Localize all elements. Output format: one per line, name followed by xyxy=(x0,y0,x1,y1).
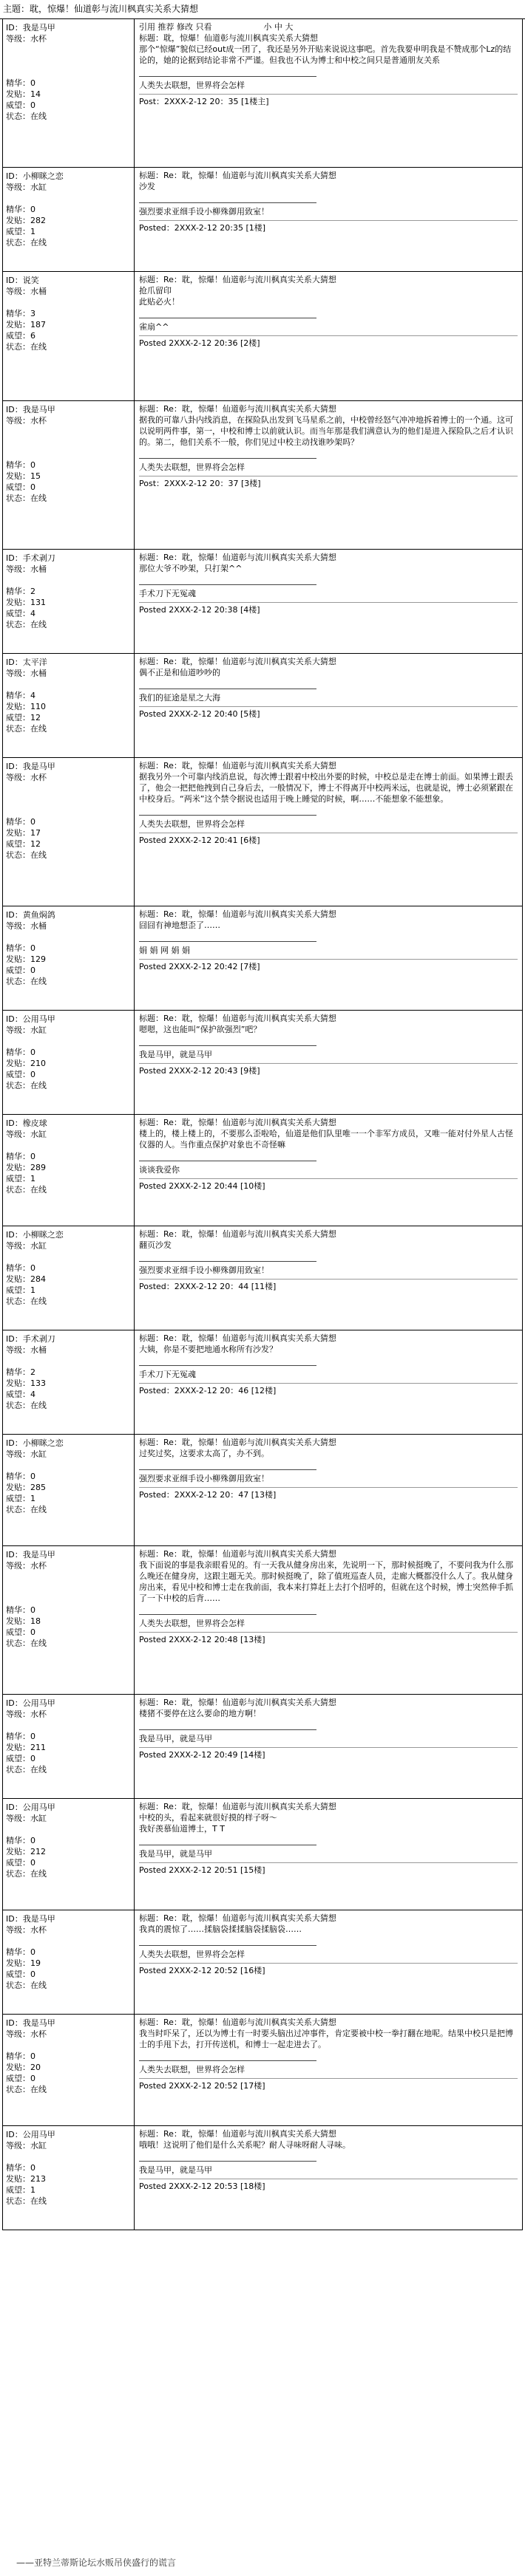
user-info xyxy=(3,1910,135,2014)
post-signature: 强烈要求亚细手设小柳殊御用致室！ xyxy=(139,1265,269,1275)
user-prestige: 威望：0 xyxy=(6,1858,35,1868)
post-body: 楼上的，楼上楼上的，不要那么歪啦哈，仙道是他们队里唯一一个非军方成员，又唯一能对付外星人古怪仪器的人。当作重点保护对象也不奇怪嘛 xyxy=(139,1129,513,1149)
forum-post xyxy=(3,758,522,906)
user-status: 状态：在线 xyxy=(6,2196,47,2206)
user-prestige: 威望：4 xyxy=(6,609,35,618)
forum-post xyxy=(3,272,522,401)
user-prestige: 威望：1 xyxy=(6,2185,35,2195)
user-essence: 精华：2 xyxy=(6,1367,35,1377)
user-info xyxy=(3,19,135,167)
forum-post xyxy=(3,2015,522,2126)
user-level: 等级：水缸 xyxy=(6,1025,47,1035)
user-essence: 精华：0 xyxy=(6,943,35,953)
post-title: 标题：耽，惊爆！仙道彰与流川枫真实关系大猜想 xyxy=(139,33,318,43)
signature-divider xyxy=(139,458,316,459)
signature-divider xyxy=(139,1945,316,1946)
post-meta: Posted 2XXX-2-12 20:52 [16楼] xyxy=(139,1963,518,1976)
user-level: 等级：水杯 xyxy=(6,2029,47,2039)
post-meta: Posted：2XXX-2-12 20：47 [13楼] xyxy=(139,1487,518,1500)
user-status: 状态：在线 xyxy=(6,1401,47,1410)
user-id[interactable]: ID：我是马甲 xyxy=(6,23,55,33)
signature-divider xyxy=(139,1261,316,1262)
user-level: 等级：水杯 xyxy=(6,773,47,782)
post-signature: 谈谈我爱你 xyxy=(139,1165,180,1175)
user-essence: 精华：0 xyxy=(6,205,35,214)
post-content xyxy=(135,401,522,549)
post-title: 标题：Re：耽，惊爆！仙道彰与流川枫真实关系大猜想 xyxy=(139,2018,336,2027)
user-info xyxy=(3,906,135,1010)
user-essence: 精华：3 xyxy=(6,309,35,318)
post-body: 囧囧有神地想歪了…… xyxy=(139,920,220,930)
user-id[interactable]: ID：小柳眯之恋 xyxy=(6,1438,64,1448)
post-title: 标题：Re：耽，惊爆！仙道彰与流川枫真实关系大猜想 xyxy=(139,761,336,771)
signature-divider xyxy=(139,815,316,816)
user-level: 等级：水桶 xyxy=(6,921,47,931)
post-content xyxy=(135,2126,522,2230)
user-post-count: 发贴：14 xyxy=(6,89,41,99)
user-level: 等级：水杯 xyxy=(6,34,47,44)
post-meta: Post：2XXX-2-12 20：35 [1楼主] xyxy=(139,94,518,107)
user-info xyxy=(3,2015,135,2125)
post-title: 标题：Re：耽，惊爆！仙道彰与流川枫真实关系大猜想 xyxy=(139,1118,336,1127)
post-content xyxy=(135,906,522,1010)
user-info xyxy=(3,1546,135,1694)
post-meta: Posted 2XXX-2-12 20:52 [17楼] xyxy=(139,2078,518,2091)
user-info xyxy=(3,1799,135,1910)
user-prestige: 威望：1 xyxy=(6,1174,35,1183)
user-status: 状态：在线 xyxy=(6,977,47,986)
signature-divider xyxy=(139,1614,316,1615)
post-content xyxy=(135,168,522,271)
user-id[interactable]: ID：我是马甲 xyxy=(6,2018,55,2028)
post-meta: Posted：2XXX-2-12 20：44 [11楼] xyxy=(139,1279,518,1292)
post-title: 标题：Re：耽，惊爆！仙道彰与流川枫真实关系大猜想 xyxy=(139,1438,336,1447)
post-meta: Posted 2XXX-2-12 20:36 [2楼] xyxy=(139,335,518,349)
post-signature: 人类失去联想，世界将会怎样 xyxy=(139,81,245,90)
user-info xyxy=(3,2126,135,2230)
user-info xyxy=(3,1695,135,1798)
user-id[interactable]: ID：手术剥刀 xyxy=(6,1334,55,1344)
post-title: 标题：Re：耽，惊爆！仙道彰与流川枫真实关系大猜想 xyxy=(139,1333,336,1343)
user-prestige: 威望：1 xyxy=(6,1494,35,1503)
post-content xyxy=(135,1011,522,1114)
user-essence: 精华：0 xyxy=(6,1947,35,1957)
user-id[interactable]: ID：小柳眯之恋 xyxy=(6,1230,64,1240)
forum-post xyxy=(3,1330,522,1435)
user-level: 等级：水桶 xyxy=(6,287,47,296)
post-signature: 我是马甲，就是马甲 xyxy=(139,1849,212,1859)
post-body: 据我的可靠八卦内线消息，在探险队出发到飞马星系之前，中校曾经怒气冲冲地拆着博士的一个通。这可以说明两件事，第一，中校和博士以前就认识。而当年那是我们满意认为的他们是进入探险队之后才认识的。第二，他们关系不一般，你们见过中校主动找谁吵架吗？ xyxy=(139,415,513,447)
user-post-count: 发贴：285 xyxy=(6,1483,46,1492)
user-post-count: 发贴：133 xyxy=(6,1378,46,1388)
post-body: 大姨，你是不要把地通水称所有沙发？ xyxy=(139,1345,277,1354)
user-essence: 精华：0 xyxy=(6,1263,35,1273)
user-level: 等级：水桶 xyxy=(6,564,47,574)
user-level: 等级：水杯 xyxy=(6,1709,47,1719)
post-signature: 手术刀下无冤魂 xyxy=(139,1370,196,1379)
post-body: 我真的震惊了……揉脑袋揉揉脑袋揉脑袋…… xyxy=(139,1924,302,1934)
post-meta: Posted 2XXX-2-12 20:40 [5楼] xyxy=(139,706,518,720)
user-essence: 精华：4 xyxy=(6,691,35,700)
user-info xyxy=(3,1115,135,1226)
signature-divider xyxy=(139,1045,316,1046)
user-essence: 精华：0 xyxy=(6,78,35,88)
forum-post xyxy=(3,1115,522,1226)
user-level: 等级：水杯 xyxy=(6,1925,47,1935)
post-title: 标题：Re：耽，惊爆！仙道彰与流川枫真实关系大猜想 xyxy=(139,171,336,180)
user-level: 等级：水缸 xyxy=(6,2141,47,2150)
signature-divider xyxy=(139,1729,316,1730)
post-body: 那位大爷不吵架，只打架^^ xyxy=(139,564,243,573)
topic-title: 主题：耽，惊爆！仙道彰与流川枫真实关系大猜想 xyxy=(0,0,525,19)
post-body: 中校的头，看起来就很好摸的样子呀～ 我好羡慕仙道博士，T T xyxy=(139,1813,277,1834)
user-info xyxy=(3,758,135,906)
post-content xyxy=(135,1695,522,1798)
user-status: 状态：在线 xyxy=(6,238,47,247)
post-meta: Posted 2XXX-2-12 20:41 [6楼] xyxy=(139,833,518,846)
user-id[interactable]: ID：手术剥刀 xyxy=(6,553,55,563)
user-post-count: 发贴：131 xyxy=(6,598,46,607)
user-status: 状态：在线 xyxy=(6,1081,47,1090)
user-prestige: 威望：0 xyxy=(6,966,35,975)
signature-divider xyxy=(139,584,316,585)
post-content xyxy=(135,1226,522,1330)
post-title: 标题：Re：耽，惊爆！仙道彰与流川枫真实关系大猜想 xyxy=(139,657,336,666)
user-level: 等级：水缸 xyxy=(6,1814,47,1823)
signature-divider xyxy=(139,1469,316,1470)
signature-divider xyxy=(139,1365,316,1366)
post-body: 嗯嗯，这也能叫“保护欲强烈”吧？ xyxy=(139,1025,262,1034)
post-content xyxy=(135,758,522,906)
user-post-count: 发贴：211 xyxy=(6,1743,46,1752)
post-title: 标题：Re：耽，惊爆！仙道彰与流川枫真实关系大猜想 xyxy=(139,1698,336,1707)
user-prestige: 威望：4 xyxy=(6,1390,35,1399)
user-status: 状态：在线 xyxy=(6,1639,47,1648)
post-body: 据我另外一个可靠内线消息说，每次博士跟着中校出外要的时候，中校总是走在博士前面。如果博士跟丢了，他会一把把他拽到自己身后去，一般情况下，博士不得离开中校两米远，也就是说，博士必须紧跟在中校身后。“两米”这个禁令据说也适用于晚上睡觉的时候，啊……不能想象不能想象。 xyxy=(139,772,513,804)
post-content xyxy=(135,2015,522,2125)
user-post-count: 发贴：15 xyxy=(6,471,41,481)
post-content xyxy=(135,654,522,757)
post-content xyxy=(135,1115,522,1226)
post-toolbar[interactable]: 引用 推荐 修改 只看 小 中 大 xyxy=(139,22,294,32)
user-info xyxy=(3,401,135,549)
user-post-count: 发贴：289 xyxy=(6,1163,46,1172)
forum-post xyxy=(3,1226,522,1330)
post-meta: Posted 2XXX-2-12 20:53 [18楼] xyxy=(139,2179,518,2192)
user-id[interactable]: ID：我是马甲 xyxy=(6,1914,55,1924)
post-meta: Posted 2XXX-2-12 20:44 [10楼] xyxy=(139,1178,518,1192)
post-title: 标题：Re：耽，惊爆！仙道彰与流川枫真实关系大猜想 xyxy=(139,1802,336,1811)
user-level: 等级：水缸 xyxy=(6,1241,47,1251)
user-post-count: 发贴：282 xyxy=(6,216,46,225)
user-status: 状态：在线 xyxy=(6,2085,47,2094)
user-id[interactable]: ID：说笑 xyxy=(6,276,39,285)
user-id[interactable]: ID：公用马甲 xyxy=(6,1698,55,1708)
post-meta: Posted 2XXX-2-12 20:48 [13楼] xyxy=(139,1632,518,1645)
user-status: 状态：在线 xyxy=(6,724,47,734)
signature-divider xyxy=(139,2060,316,2061)
user-info xyxy=(3,1011,135,1114)
post-title: 标题：Re：耽，惊爆！仙道彰与流川枫真实关系大猜想 xyxy=(139,275,336,284)
post-body: 楼猪不要停在这么要命的地方啊！ xyxy=(139,1709,261,1718)
post-list xyxy=(2,19,523,2230)
post-meta: Posted 2XXX-2-12 20:38 [4楼] xyxy=(139,602,518,615)
user-level: 等级：水杯 xyxy=(6,1561,47,1571)
user-info xyxy=(3,550,135,653)
post-signature: 我是马甲，就是马甲 xyxy=(139,1050,212,1059)
user-level: 等级：水杯 xyxy=(6,416,47,426)
post-body: 我下面说的事是我亲眼看见的。有一天我从健身房出来，先说明一下，那时候挺晚了，不要问我为什么那么晚还在健身房，这跟主题无关。那时候挺晚了，除了值班巡查人员，走廊大概都没什么人了。我从健身房出来，看见中校和博士走在我前面，我本来打算赶上去打个招呼的，但就在这个时候，博士突然伸手抓了一下中校的后背…… xyxy=(139,1560,513,1603)
post-meta: Post：2XXX-2-12 20：37 [3楼] xyxy=(139,476,518,489)
post-body: 过奖过奖，这要求太高了，办不到。 xyxy=(139,1449,269,1458)
user-prestige: 威望：0 xyxy=(6,1627,35,1637)
user-post-count: 发贴：19 xyxy=(6,1958,41,1968)
user-status: 状态：在线 xyxy=(6,1505,47,1514)
user-info xyxy=(3,272,135,400)
post-title: 标题：Re：耽，惊爆！仙道彰与流川枫真实关系大猜想 xyxy=(139,1229,336,1239)
user-id[interactable]: ID：公用马甲 xyxy=(6,1014,55,1024)
user-prestige: 威望：0 xyxy=(6,482,35,492)
post-meta: Posted 2XXX-2-12 20:43 [9楼] xyxy=(139,1063,518,1076)
post-content xyxy=(135,550,522,653)
post-signature: 强烈要求亚细手设小柳殊御用致室！ xyxy=(139,1474,269,1483)
user-essence: 精华：0 xyxy=(6,460,35,470)
user-level: 等级：水桶 xyxy=(6,1345,47,1355)
signature-divider xyxy=(139,76,316,77)
forum-post xyxy=(3,168,522,272)
post-signature: 人类失去联想，世界将会怎样 xyxy=(139,462,245,472)
user-status: 状态：在线 xyxy=(6,493,47,503)
forum-post xyxy=(3,550,522,654)
user-post-count: 发贴：213 xyxy=(6,2174,46,2184)
forum-post xyxy=(3,401,522,550)
post-signature: 人类失去联想，世界将会怎样 xyxy=(139,1619,245,1628)
user-id[interactable]: ID：太平洋 xyxy=(6,657,47,667)
post-title: 标题：Re：耽，惊爆！仙道彰与流川枫真实关系大猜想 xyxy=(139,1014,336,1023)
forum-post xyxy=(3,1910,522,2015)
forum-footer: ——亚特兰蒂斯论坛水贩吊侠盛行的谎言 xyxy=(16,2558,177,2568)
post-content xyxy=(135,1799,522,1910)
user-info xyxy=(3,1435,135,1545)
forum-post xyxy=(3,1546,522,1695)
post-content xyxy=(135,19,522,167)
post-title: 标题：Re：耽，惊爆！仙道彰与流川枫真实关系大猜想 xyxy=(139,2129,336,2139)
user-essence: 精华：0 xyxy=(6,1048,35,1057)
post-title: 标题：Re：耽，惊爆！仙道彰与流川枫真实关系大猜想 xyxy=(139,553,336,562)
post-signature: 雀扇^^ xyxy=(139,322,169,332)
forum-post xyxy=(3,19,522,168)
user-post-count: 发贴：187 xyxy=(6,320,46,329)
user-id[interactable]: ID：公用马甲 xyxy=(6,1803,55,1812)
forum-post xyxy=(3,654,522,758)
user-level: 等级：水缸 xyxy=(6,1449,47,1459)
user-level: 等级：水缸 xyxy=(6,1130,47,1139)
user-prestige: 威望：0 xyxy=(6,1969,35,1979)
user-prestige: 威望：12 xyxy=(6,713,41,722)
user-prestige: 威望：12 xyxy=(6,839,41,849)
signature-divider xyxy=(139,202,316,203)
post-content xyxy=(135,1910,522,2014)
post-title: 标题：Re：耽，惊爆！仙道彰与流川枫真实关系大猜想 xyxy=(139,1549,336,1559)
user-prestige: 威望：1 xyxy=(6,1285,35,1295)
user-post-count: 发贴：110 xyxy=(6,702,46,711)
post-signature: 娟 娟 网 娟 娟 xyxy=(139,946,190,955)
user-post-count: 发贴：212 xyxy=(6,1847,46,1856)
forum-post xyxy=(3,1695,522,1799)
post-body: 那个“惊爆”貌似已经out成一团了，我还是另外开贴来说说这事吧。首先我要申明我是不赞成那个Lz的结论的，她的论据到结论非常不严谨。但我也不认为博士和中校之间只是普通朋友关系 xyxy=(139,44,512,65)
user-status: 状态：在线 xyxy=(6,1765,47,1774)
user-status: 状态：在线 xyxy=(6,1296,47,1306)
post-body: 抢爪留印 此贴必火！ xyxy=(139,286,180,307)
forum-post xyxy=(3,906,522,1011)
user-post-count: 发贴：284 xyxy=(6,1274,46,1284)
user-essence: 精华：2 xyxy=(6,587,35,596)
user-post-count: 发贴：18 xyxy=(6,1616,41,1626)
post-title: 标题：Re：耽，惊爆！仙道彰与流川枫真实关系大猜想 xyxy=(139,1913,336,1923)
post-signature: 人类失去联想，世界将会怎样 xyxy=(139,819,245,829)
post-signature: 我是马甲，就是马甲 xyxy=(139,1734,212,1743)
user-id[interactable]: ID：我是马甲 xyxy=(6,762,55,771)
post-content xyxy=(135,1435,522,1545)
user-id[interactable]: ID：我是马甲 xyxy=(6,405,55,414)
signature-divider xyxy=(139,2161,316,2162)
post-signature: 人类失去联想，世界将会怎样 xyxy=(139,2065,245,2074)
forum-post xyxy=(3,1435,522,1546)
user-post-count: 发贴：20 xyxy=(6,2063,41,2072)
post-meta: Posted：2XXX-2-12 20：46 [12楼] xyxy=(139,1383,518,1396)
user-status: 状态：在线 xyxy=(6,1185,47,1195)
user-essence: 精华：0 xyxy=(6,1732,35,1741)
user-essence: 精华：0 xyxy=(6,1472,35,1481)
user-status: 状态：在线 xyxy=(6,620,47,629)
post-meta: Posted：2XXX-2-12 20:35 [1楼] xyxy=(139,220,518,233)
user-id[interactable]: ID：橡皮球 xyxy=(6,1118,47,1128)
post-body: 翻页沙发 xyxy=(139,1240,172,1250)
user-essence: 精华：0 xyxy=(6,2051,35,2061)
post-content xyxy=(135,272,522,400)
post-meta: Posted 2XXX-2-12 20:49 [14楼] xyxy=(139,1747,518,1760)
user-id[interactable]: ID：我是马甲 xyxy=(6,1550,55,1559)
post-content xyxy=(135,1546,522,1694)
user-prestige: 威望：0 xyxy=(6,1070,35,1079)
forum-post xyxy=(3,2126,522,2230)
user-prestige: 威望：6 xyxy=(6,331,35,341)
user-post-count: 发贴：210 xyxy=(6,1059,46,1068)
signature-divider xyxy=(139,941,316,942)
user-status: 状态：在线 xyxy=(6,112,47,121)
user-essence: 精华：0 xyxy=(6,1152,35,1161)
post-title: 标题：Re：耽，惊爆！仙道彰与流川枫真实关系大猜想 xyxy=(139,909,336,919)
user-info xyxy=(3,168,135,271)
user-status: 状态：在线 xyxy=(6,1869,47,1879)
forum-post xyxy=(3,1011,522,1115)
user-prestige: 威望：0 xyxy=(6,1754,35,1763)
post-body: 偶不正是和仙道吵吵的 xyxy=(139,668,220,677)
user-status: 状态：在线 xyxy=(6,342,47,352)
post-signature: 人类失去联想，世界将会怎样 xyxy=(139,1950,245,1959)
post-meta: Posted 2XXX-2-12 20:51 [15楼] xyxy=(139,1862,518,1876)
user-id[interactable]: ID：公用马甲 xyxy=(6,2130,55,2139)
post-meta: Posted 2XXX-2-12 20:42 [7楼] xyxy=(139,959,518,972)
user-level: 等级：水缸 xyxy=(6,182,47,192)
post-content xyxy=(135,1330,522,1434)
user-info xyxy=(3,654,135,757)
forum-post xyxy=(3,1799,522,1910)
user-level: 等级：水桶 xyxy=(6,669,47,678)
post-signature: 手术刀下无冤魂 xyxy=(139,589,196,598)
user-prestige: 威望：0 xyxy=(6,2074,35,2083)
user-id[interactable]: ID：小柳眯之恋 xyxy=(6,171,64,181)
post-signature: 我是马甲，就是马甲 xyxy=(139,2165,212,2175)
user-essence: 精华：0 xyxy=(6,1605,35,1615)
user-essence: 精华：0 xyxy=(6,2163,35,2173)
user-info xyxy=(3,1330,135,1434)
post-body: 沙发 xyxy=(139,182,155,191)
user-info xyxy=(3,1226,135,1330)
post-signature: 强烈要求亚细手设小柳殊御用致室！ xyxy=(139,207,269,216)
user-status: 状态：在线 xyxy=(6,850,47,860)
user-prestige: 威望：1 xyxy=(6,227,35,236)
user-essence: 精华：0 xyxy=(6,1836,35,1845)
user-post-count: 发贴：17 xyxy=(6,828,41,838)
post-title: 标题：Re：耽，惊爆！仙道彰与流川枫真实关系大猜想 xyxy=(139,404,336,414)
user-status: 状态：在线 xyxy=(6,1981,47,1990)
post-body: 我当时吓呆了，还以为博士有一时要头脑出过冲事件，肯定要被中校一拳打翻在地呢。结果中校只是把博士的手甩下去，打开传送机，和博士一起走进去了。 xyxy=(139,2029,513,2049)
post-body: 哦哦！这说明了他们是什么关系呢？耐人寻味呀耐人寻味。 xyxy=(139,2140,350,2150)
post-signature: 我们的征途是星之大海 xyxy=(139,693,220,703)
user-prestige: 威望：0 xyxy=(6,100,35,110)
user-post-count: 发贴：129 xyxy=(6,954,46,964)
user-essence: 精华：0 xyxy=(6,817,35,827)
user-id[interactable]: ID：黄鱼焖鸽 xyxy=(6,910,55,920)
